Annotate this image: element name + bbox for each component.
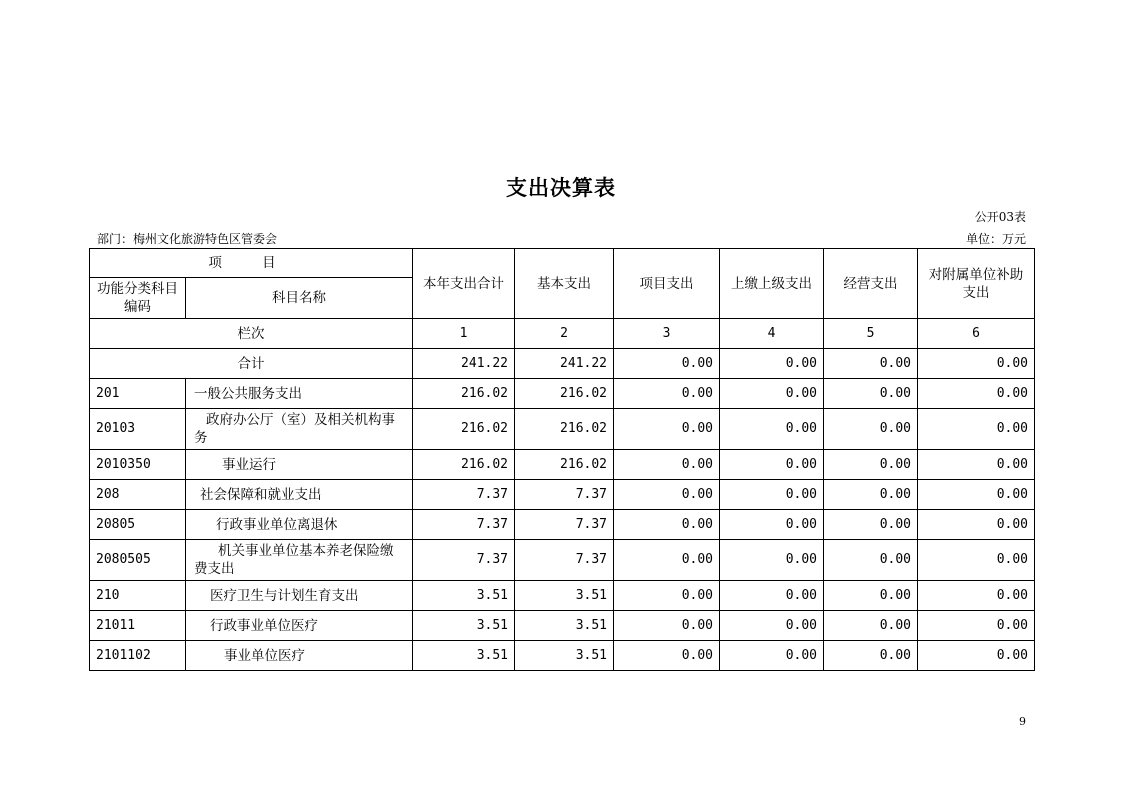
col-num: 4	[720, 319, 824, 349]
row-value: 0.00	[614, 510, 720, 540]
row-value: 0.00	[614, 450, 720, 480]
total-value: 0.00	[720, 349, 824, 379]
table-row	[90, 450, 1035, 480]
row-value: 0.00	[918, 409, 1035, 450]
row-value: 3.51	[413, 611, 515, 641]
row-value: 0.00	[918, 450, 1035, 480]
table-row	[90, 480, 1035, 510]
row-value: 0.00	[720, 641, 824, 671]
row-value: 7.37	[413, 540, 515, 581]
row-value: 0.00	[720, 510, 824, 540]
row-value: 0.00	[824, 480, 918, 510]
header-subject-name: 科目名称	[186, 278, 413, 319]
column-number-row	[90, 319, 1035, 349]
col-num: 3	[614, 319, 720, 349]
total-value: 241.22	[515, 349, 614, 379]
row-value: 216.02	[413, 379, 515, 409]
row-value: 7.37	[413, 480, 515, 510]
row-value: 0.00	[720, 409, 824, 450]
row-value: 3.51	[413, 581, 515, 611]
row-value: 216.02	[413, 450, 515, 480]
header-upper: 上缴上级支出	[720, 249, 824, 319]
row-value: 0.00	[614, 611, 720, 641]
row-value: 7.37	[515, 510, 614, 540]
row-label: 栏次	[90, 319, 413, 349]
row-value: 0.00	[720, 581, 824, 611]
col-num: 1	[413, 319, 515, 349]
row-value: 7.37	[515, 480, 614, 510]
row-value: 216.02	[515, 450, 614, 480]
header-total: 本年支出合计	[413, 249, 515, 319]
row-code: 20805	[90, 510, 186, 540]
row-value: 3.51	[515, 611, 614, 641]
table-row	[90, 510, 1035, 540]
row-name: 社会保障和就业支出	[186, 480, 413, 510]
row-value: 0.00	[720, 611, 824, 641]
row-value: 0.00	[918, 379, 1035, 409]
row-value: 0.00	[614, 581, 720, 611]
row-code: 2010350	[90, 450, 186, 480]
row-code: 208	[90, 480, 186, 510]
document-title: 支出决算表	[506, 175, 616, 200]
header-item: 项 目	[90, 249, 413, 278]
row-value: 3.51	[515, 641, 614, 671]
department-label: 部门：	[97, 232, 134, 246]
table-row	[90, 540, 1035, 581]
row-value: 0.00	[614, 409, 720, 450]
row-value: 0.00	[918, 641, 1035, 671]
row-value: 0.00	[824, 409, 918, 450]
row-value: 0.00	[918, 510, 1035, 540]
col-num: 6	[918, 319, 1035, 349]
row-value: 3.51	[413, 641, 515, 671]
row-name: 行政事业单位离退休	[186, 510, 413, 540]
row-name: 医疗卫生与计划生育支出	[186, 581, 413, 611]
row-value: 0.00	[918, 480, 1035, 510]
table-row	[90, 409, 1035, 450]
row-value: 0.00	[824, 450, 918, 480]
row-name: 行政事业单位医疗	[186, 611, 413, 641]
row-value: 0.00	[824, 581, 918, 611]
total-row	[90, 349, 1035, 379]
col-num: 5	[824, 319, 918, 349]
row-name: 事业单位医疗	[186, 641, 413, 671]
page-number: 9	[1019, 715, 1026, 728]
total-label: 合计	[90, 349, 413, 379]
col-num: 2	[515, 319, 614, 349]
row-value: 0.00	[720, 450, 824, 480]
row-value: 0.00	[824, 540, 918, 581]
row-value: 216.02	[413, 409, 515, 450]
row-value: 0.00	[720, 480, 824, 510]
form-number: 公开03表	[974, 210, 1026, 224]
total-value: 0.00	[614, 349, 720, 379]
row-code: 201	[90, 379, 186, 409]
table-row	[90, 611, 1035, 641]
row-value: 0.00	[824, 510, 918, 540]
row-name: 一般公共服务支出	[186, 379, 413, 409]
row-value: 0.00	[824, 611, 918, 641]
table-row	[90, 379, 1035, 409]
row-value: 0.00	[614, 480, 720, 510]
table-row	[90, 641, 1035, 671]
total-value: 0.00	[918, 349, 1035, 379]
row-code: 2101102	[90, 641, 186, 671]
header-basic: 基本支出	[515, 249, 614, 319]
table-row	[90, 581, 1035, 611]
row-value: 0.00	[614, 540, 720, 581]
header-row-1	[90, 249, 1035, 278]
row-name: 政府办公厅（室）及相关机构事务	[186, 409, 413, 450]
total-value: 0.00	[824, 349, 918, 379]
header-subsidy: 对附属单位补助支出	[918, 249, 1035, 319]
header-project: 项目支出	[614, 249, 720, 319]
row-value: 0.00	[824, 641, 918, 671]
row-value: 0.00	[614, 379, 720, 409]
row-value: 0.00	[614, 641, 720, 671]
row-value: 7.37	[413, 510, 515, 540]
row-code: 210	[90, 581, 186, 611]
row-value: 7.37	[515, 540, 614, 581]
row-value: 0.00	[720, 379, 824, 409]
unit-label: 单位：万元	[965, 232, 1026, 246]
row-code: 2080505	[90, 540, 186, 581]
row-code: 20103	[90, 409, 186, 450]
department-line	[97, 230, 277, 247]
row-value: 0.00	[918, 540, 1035, 581]
department-name: 梅州文化旅游特色区管委会	[133, 232, 278, 246]
row-value: 0.00	[918, 581, 1035, 611]
header-func-code: 功能分类科目编码	[90, 278, 186, 319]
row-value: 0.00	[918, 611, 1035, 641]
row-value: 3.51	[515, 581, 614, 611]
expenditure-table	[89, 248, 1035, 671]
row-value: 0.00	[720, 540, 824, 581]
row-value: 216.02	[515, 409, 614, 450]
header-operating: 经营支出	[824, 249, 918, 319]
row-name: 机关事业单位基本养老保险缴费支出	[186, 540, 413, 581]
row-name: 事业运行	[186, 450, 413, 480]
row-code: 21011	[90, 611, 186, 641]
total-value: 241.22	[413, 349, 515, 379]
row-value: 0.00	[824, 379, 918, 409]
row-value: 216.02	[515, 379, 614, 409]
